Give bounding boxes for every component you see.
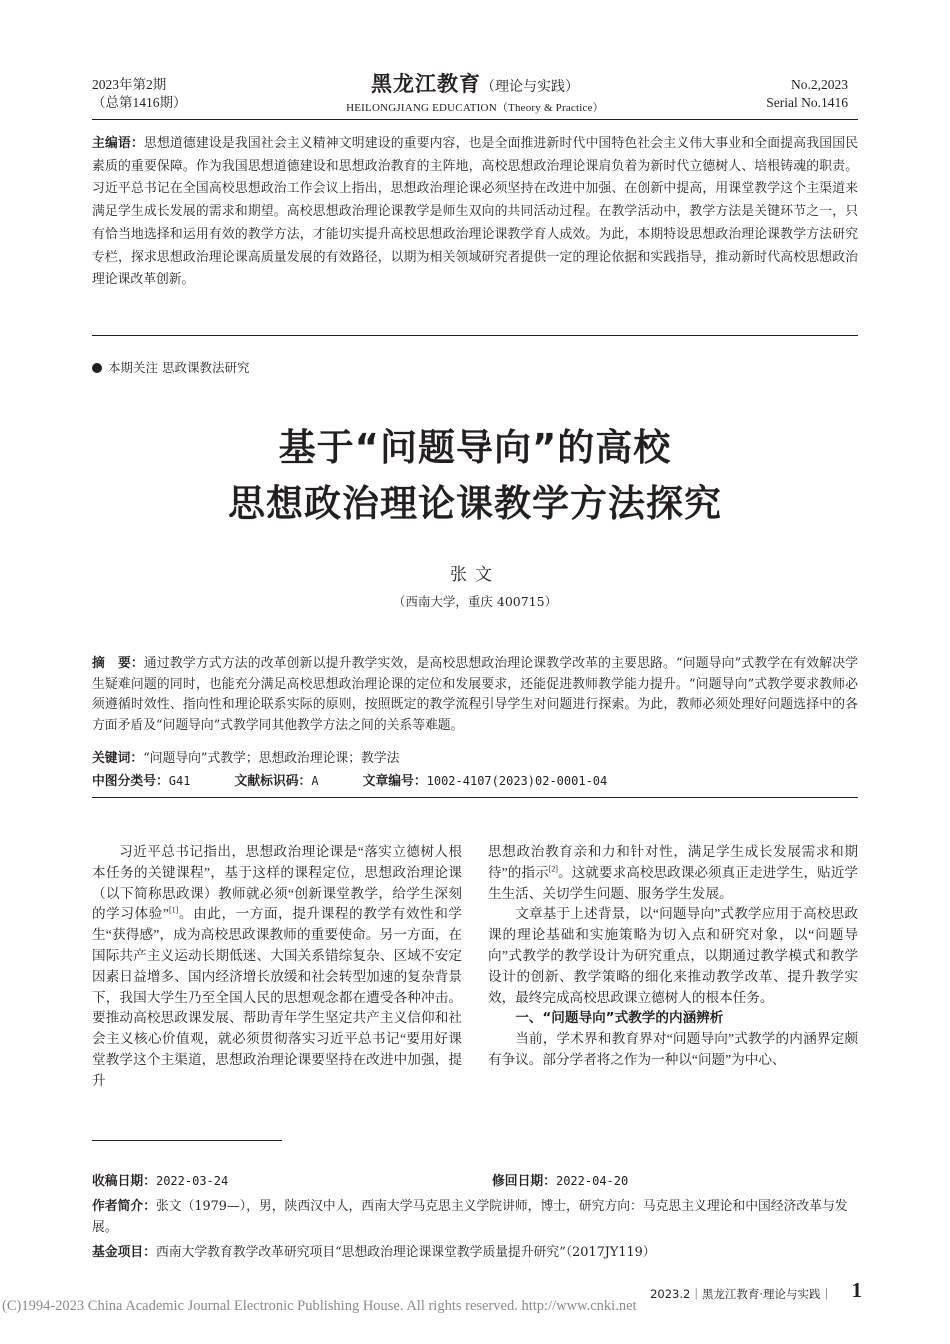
- editor-note-text: 思想道德建设是我国社会主义精神文明建设的重要内容，也是全面推进新时代中国特色社会主义伟大事业和全面提高我国国民素质的重要保障。作为我国思想道德建设和思想政治教育的主阵地，高校思想政治理论课肩负着为新时代立德树人、培根铸魂的职责。习近平总书记在全国高校思想政治工作会议上指出，思想政治理论课必须坚持在改进中加强、在创新中提高，用课堂教学这个主渠道来满足学生成长发展的需求和期望。高校思想政治理论课教学是师生双向的共同活动过程。在教学活动中，教学方法是关键环节之一，只有恰当地选择和运用有效的教学方法，才能切实提升高校思想政治理论课教学育人成效。为此，本期特设思想政治理论课教学方法研究专栏，探求思想政治理论课高质量发展的有效路径，以期为相关领域研究者提供一定的理论依据和实践指导，推动新时代高校思想政治理论课改革创新。: [92, 136, 859, 288]
- revised-value: 2022-04-20: [555, 1174, 629, 1188]
- abstract: [92, 654, 858, 736]
- article-value: 1002-4107(2023)02-0001-04: [426, 774, 608, 788]
- body-column-right: [488, 842, 858, 1071]
- revised-label: 修回日期：: [492, 1174, 556, 1189]
- journal-masthead: [300, 70, 650, 115]
- classification-line: [92, 771, 858, 793]
- doc-label: 文献标识码：: [234, 774, 312, 789]
- body-paragraph: 文章基于上述背景，以“问题导向”式教学应用于高校思政课的理论基础和实施策略为切入点和研究对象，以“问题导向”式教学的教学设计为研究重点，以期通过教学模式和教学设计的创新、教学策略的细化来推动教学改革、提升教学实效，最终完成高校思政课立德树人的根本任务。: [488, 906, 858, 1005]
- keywords: [92, 749, 858, 770]
- abstract-rule: [92, 797, 858, 798]
- page-number: 1: [851, 1278, 862, 1302]
- fund-info: [92, 1242, 858, 1263]
- author-name: 张文: [450, 565, 500, 585]
- clc-number: [92, 771, 190, 793]
- body-paragraph: 当前，学术界和教育界对“问题导向”式教学的内涵界定颇有争议。部分学者将之作为一种以“问题”为中心、: [488, 1031, 858, 1067]
- body-paragraph: [92, 842, 462, 1092]
- journal-name-cn: 黑龙江教育: [371, 71, 481, 96]
- received-label: 收稿日期：: [92, 1174, 156, 1189]
- paragraph-text-cont: 。由此，一方面，提升课程的教学有效性和学生“获得感”，成为高校思政课教师的重要使命。另一方面，在国际共产主义运动长期低迷、大国关系错综复杂、区域不安定因素日益增多、国内经济增长放缓和社会转型加速的复杂背景下，我国大学生乃至全国人民的思想观念都在遭受各种冲击。要推动高校思政课发展、帮助青年学生坚定共产主义信仰和社会主义核心价值观，就必须贯彻落实习近平总书记“要用好课堂教学这个主渠道，思想政治理论课要坚持在改进中加强，提升: [92, 906, 462, 1088]
- title-line-1: 基于“问题导向”的高校: [278, 426, 672, 469]
- doc-value: A: [311, 774, 319, 788]
- body-column-left: [92, 842, 462, 1092]
- abstract-text: 通过教学方式方法的改革创新以提升教学实效，是高校思想政治理论课教学改革的主要思路。“问题导向”式教学在有效解决学生疑难问题的同时，也能充分满足高校思想政治理论课的定位和发展要求，还能促进教师教学能力提升。“问题导向”式教学要求教师必须遵循时效性、指向性和理论联系实际的原则，按照既定的教学流程引导学生对问题进行探索。为此，教师必须处理好问题选择中的各方面矛盾及“问题导向”式教学同其他教学方法之间的关系等难题。: [92, 656, 859, 733]
- author-affiliation: （西南大学，重庆 400715）: [392, 594, 558, 609]
- article-label: 文章编号：: [362, 774, 427, 789]
- article-title: [100, 420, 850, 532]
- fund-label: 基金项目：: [92, 1245, 156, 1260]
- keywords-text: “问题导向”式教学；思想政治理论课；教学法: [143, 751, 400, 766]
- editor-note-rule: [92, 335, 858, 336]
- copyright-watermark: (C)1994-2023 China Academic Journal Electronic Publishing House. All rights reserved. http://www.cnki.net: [2, 1298, 637, 1314]
- dates-line: [92, 1171, 858, 1192]
- citation-1: [1]: [168, 905, 179, 915]
- clc-value: G41: [168, 774, 191, 788]
- bio-text: 张文（1979—），男，陕西汉中人，西南大学马克思主义学院讲师，博士，研究方向：马克思主义理论和中国经济改革与发展。: [92, 1199, 848, 1235]
- running-footer: 2023.2｜黑龙江教育·理论与实践｜: [650, 1287, 832, 1301]
- editor-note: [92, 133, 858, 292]
- editor-note-label: 主编语：: [92, 136, 144, 151]
- received-value: 2022-03-24: [155, 1174, 229, 1188]
- issue-en: No.2,2023: [791, 77, 848, 92]
- journal-name-en: HEILONGJIANG EDUCATION（Theory & Practice）: [346, 102, 604, 114]
- author-bio: [92, 1196, 858, 1238]
- paragraph-text: 思想政治教育亲和力和针对性，满足学生成长发展需求和期待”的指示: [488, 844, 858, 880]
- clc-label: 中图分类号：: [92, 774, 169, 789]
- section-heading-1: 一、“问题导向”式教学的内涵辨析: [515, 1010, 724, 1027]
- bio-label: 作者简介：: [92, 1199, 156, 1214]
- paragraph-text: 习近平总书记指出，思想政治理论课是“落实立德树人根本任务的关键课程”，基于这样的课程定位，思想政治理论课（以下简称思政课）教师就必须“创新课堂教学，给学生深刻的学习体验”: [92, 844, 462, 922]
- article-number: [363, 771, 608, 793]
- title-line-2: 思想政治理论课教学方法探究: [228, 482, 722, 525]
- abstract-label: 摘 要：: [92, 656, 144, 671]
- serial-en: Serial No.1416: [766, 95, 848, 110]
- doc-code: [235, 771, 319, 793]
- fund-text: 西南大学教育教学改革研究项目“思想政治理论课课堂教学质量提升研究”（2017JY119）: [155, 1245, 656, 1260]
- footnote-rule: [92, 1140, 282, 1141]
- journal-subtitle-cn: （理论与实践）: [481, 79, 579, 95]
- issue-cn: 2023年第2期: [92, 77, 167, 92]
- journal-name: [300, 70, 650, 101]
- issue-info-right: [766, 76, 848, 112]
- received-date: [92, 1171, 492, 1192]
- bullet-icon: [92, 363, 102, 373]
- serial-cn: （总第1416期）: [92, 95, 187, 110]
- header-rule: [92, 119, 858, 120]
- column-focus: [92, 358, 249, 378]
- citation-2: [2]: [548, 864, 558, 874]
- keywords-label: 关键词：: [92, 751, 144, 766]
- paragraph-text-cont: 。这就要求高校思政课必须真正走进学生，贴近学生生活、关切学生问题、服务学生发展。: [488, 864, 858, 901]
- body-paragraph: [488, 842, 858, 904]
- revised-date: [492, 1174, 628, 1189]
- issue-info-left: [92, 76, 187, 112]
- focus-text: 本期关注 思政课教法研究: [108, 360, 250, 375]
